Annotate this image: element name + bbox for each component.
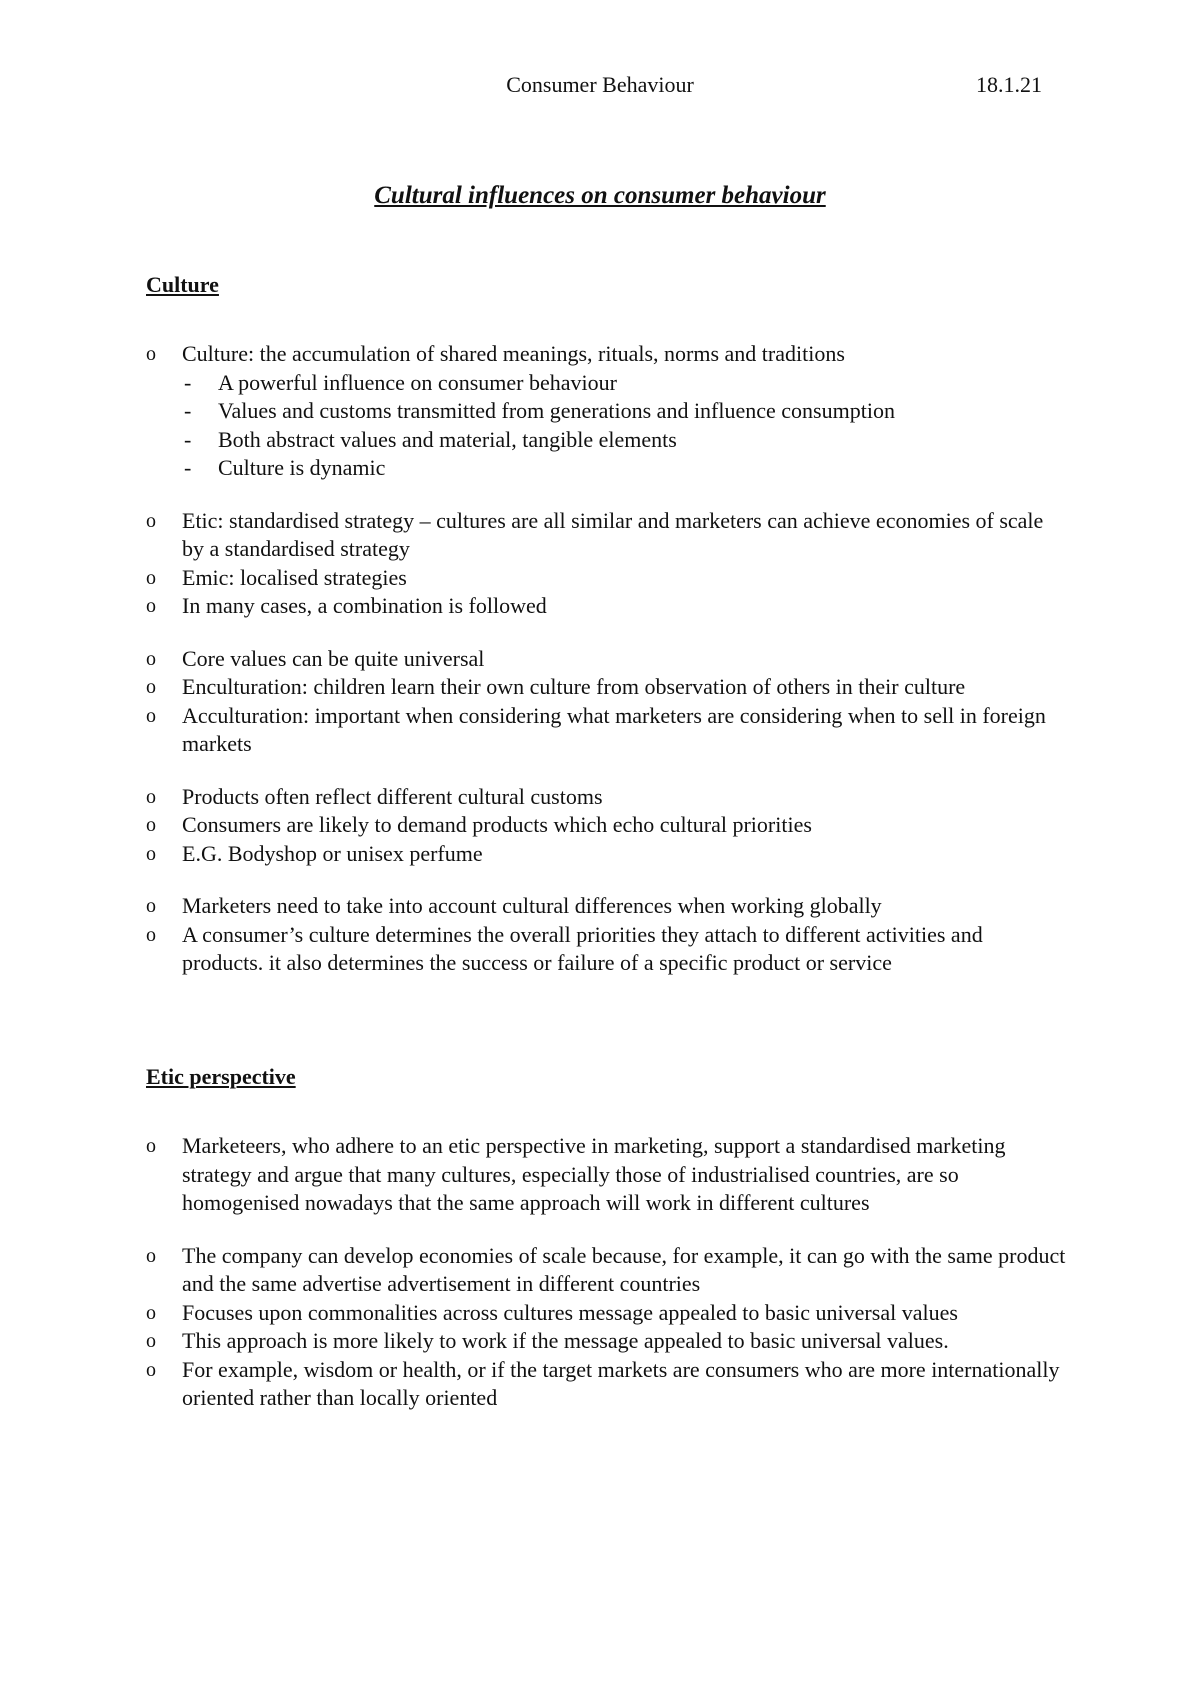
list-item [146, 892, 1066, 921]
bullet-group [146, 1242, 1066, 1413]
list-item [146, 340, 1066, 369]
list-item-text: A consumer’s culture determines the overall priorities they attach to different activities and products. it also determines the success or failure of a specific product or service [182, 921, 983, 975]
list-item-text: Enculturation: children learn their own culture from observation of others in their culture [182, 674, 966, 699]
circle-bullet-icon: o [146, 842, 156, 865]
dash-bullet-icon: - [184, 398, 192, 423]
list-item [146, 564, 1066, 593]
circle-bullet-icon: o [146, 1301, 156, 1324]
bullet-group [146, 645, 1066, 759]
list-item-text: Consumers are likely to demand products which echo cultural priorities [182, 812, 812, 837]
circle-bullet-icon: o [146, 595, 156, 617]
bullet-group [146, 340, 1066, 483]
sub-list-item-text: A powerful influence on consumer behaviour [218, 369, 617, 395]
list-item [146, 811, 1066, 840]
dash-bullet-icon: - [184, 369, 192, 395]
sub-list-item [146, 454, 1066, 483]
list-item-text: Products often reflect different cultural customs [182, 783, 603, 809]
circle-bullet-icon: o [146, 647, 156, 670]
sub-list-item-text: Culture is dynamic [218, 455, 386, 480]
circle-bullet-icon: o [146, 1358, 156, 1381]
document-title: Cultural influences on consumer behaviour [374, 182, 826, 209]
list-item-text: The company can develop economies of scale because, for example, it can go with the same product and the same advertise advertisement in different countries [182, 1242, 1066, 1296]
header-title: Consumer Behaviour [506, 72, 694, 97]
section-etic-perspective [146, 1064, 1066, 1413]
circle-bullet-icon: o [146, 509, 156, 532]
circle-bullet-icon: o [146, 704, 156, 727]
circle-bullet-icon: o [146, 1244, 156, 1267]
bullet-group [146, 507, 1066, 621]
list-item [146, 507, 1066, 564]
circle-bullet-icon: o [146, 785, 156, 808]
circle-bullet-icon: o [146, 676, 156, 698]
list-item [146, 1299, 1066, 1328]
bullet-group [146, 783, 1066, 869]
circle-bullet-icon: o [146, 923, 156, 946]
list-item-text: E.G. Bodyshop or unisex perfume [182, 840, 483, 866]
list-item-text: For example, wisdom or health, or if the target markets are consumers who are more internationally oriented rather than locally oriented [182, 1356, 1060, 1410]
list-item [146, 702, 1066, 759]
sub-list-item [146, 369, 1066, 398]
list-item-text: Culture: the accumulation of shared meanings, rituals, norms and traditions [182, 341, 845, 366]
bullet-group [146, 892, 1066, 978]
bullet-group [146, 1132, 1066, 1218]
list-item-text: Acculturation: important when considering what marketers are considering when to sell in foreign markets [182, 702, 1046, 756]
section-heading: Culture [146, 272, 219, 297]
list-item [146, 645, 1066, 674]
sub-list-item-text: Both abstract values and material, tangible elements [218, 426, 677, 452]
section-culture [146, 272, 1066, 978]
list-item-text: This approach is more likely to work if the message appealed to basic universal values. [182, 1328, 949, 1353]
sub-list-item [146, 426, 1066, 455]
circle-bullet-icon: o [146, 566, 156, 589]
list-item [146, 783, 1066, 812]
list-item [146, 1132, 1066, 1218]
list-item-text: Focuses upon commonalities across cultures message appealed to basic universal values [182, 1299, 958, 1325]
list-item-text: Marketeers, who adhere to an etic perspective in marketing, support a standardised marketing strategy and argue that many cultures, especially those of industrialised countries, are so homogenised nowadays that the same approach will work in different cultures [182, 1133, 1006, 1215]
list-item-text: Emic: localised strategies [182, 564, 407, 590]
circle-bullet-icon: o [146, 1330, 156, 1352]
list-item [146, 840, 1066, 869]
dash-bullet-icon: - [184, 426, 192, 452]
circle-bullet-icon: o [146, 1135, 156, 1157]
list-item [146, 1242, 1066, 1299]
header-date: 18.1.21 [976, 72, 1042, 97]
sub-list-item [146, 397, 1066, 426]
list-item [146, 673, 1066, 702]
list-item-text: Etic: standardised strategy – cultures are all similar and marketers can achieve economies of scale by a standardised strategy [182, 507, 1044, 561]
list-item-text: Core values can be quite universal [182, 645, 485, 671]
list-item-text: Marketers need to take into account cultural differences when working globally [182, 893, 882, 918]
list-item [146, 1327, 1066, 1356]
list-item-text: In many cases, a combination is followed [182, 593, 547, 618]
section-heading: Etic perspective [146, 1064, 296, 1089]
sub-list-item-text: Values and customs transmitted from generations and influence consumption [218, 398, 895, 423]
list-item [146, 1356, 1066, 1413]
circle-bullet-icon: o [146, 895, 156, 917]
dash-bullet-icon: - [184, 455, 192, 480]
list-item [146, 592, 1066, 621]
circle-bullet-icon: o [146, 343, 156, 365]
list-item [146, 921, 1066, 978]
circle-bullet-icon: o [146, 814, 156, 836]
